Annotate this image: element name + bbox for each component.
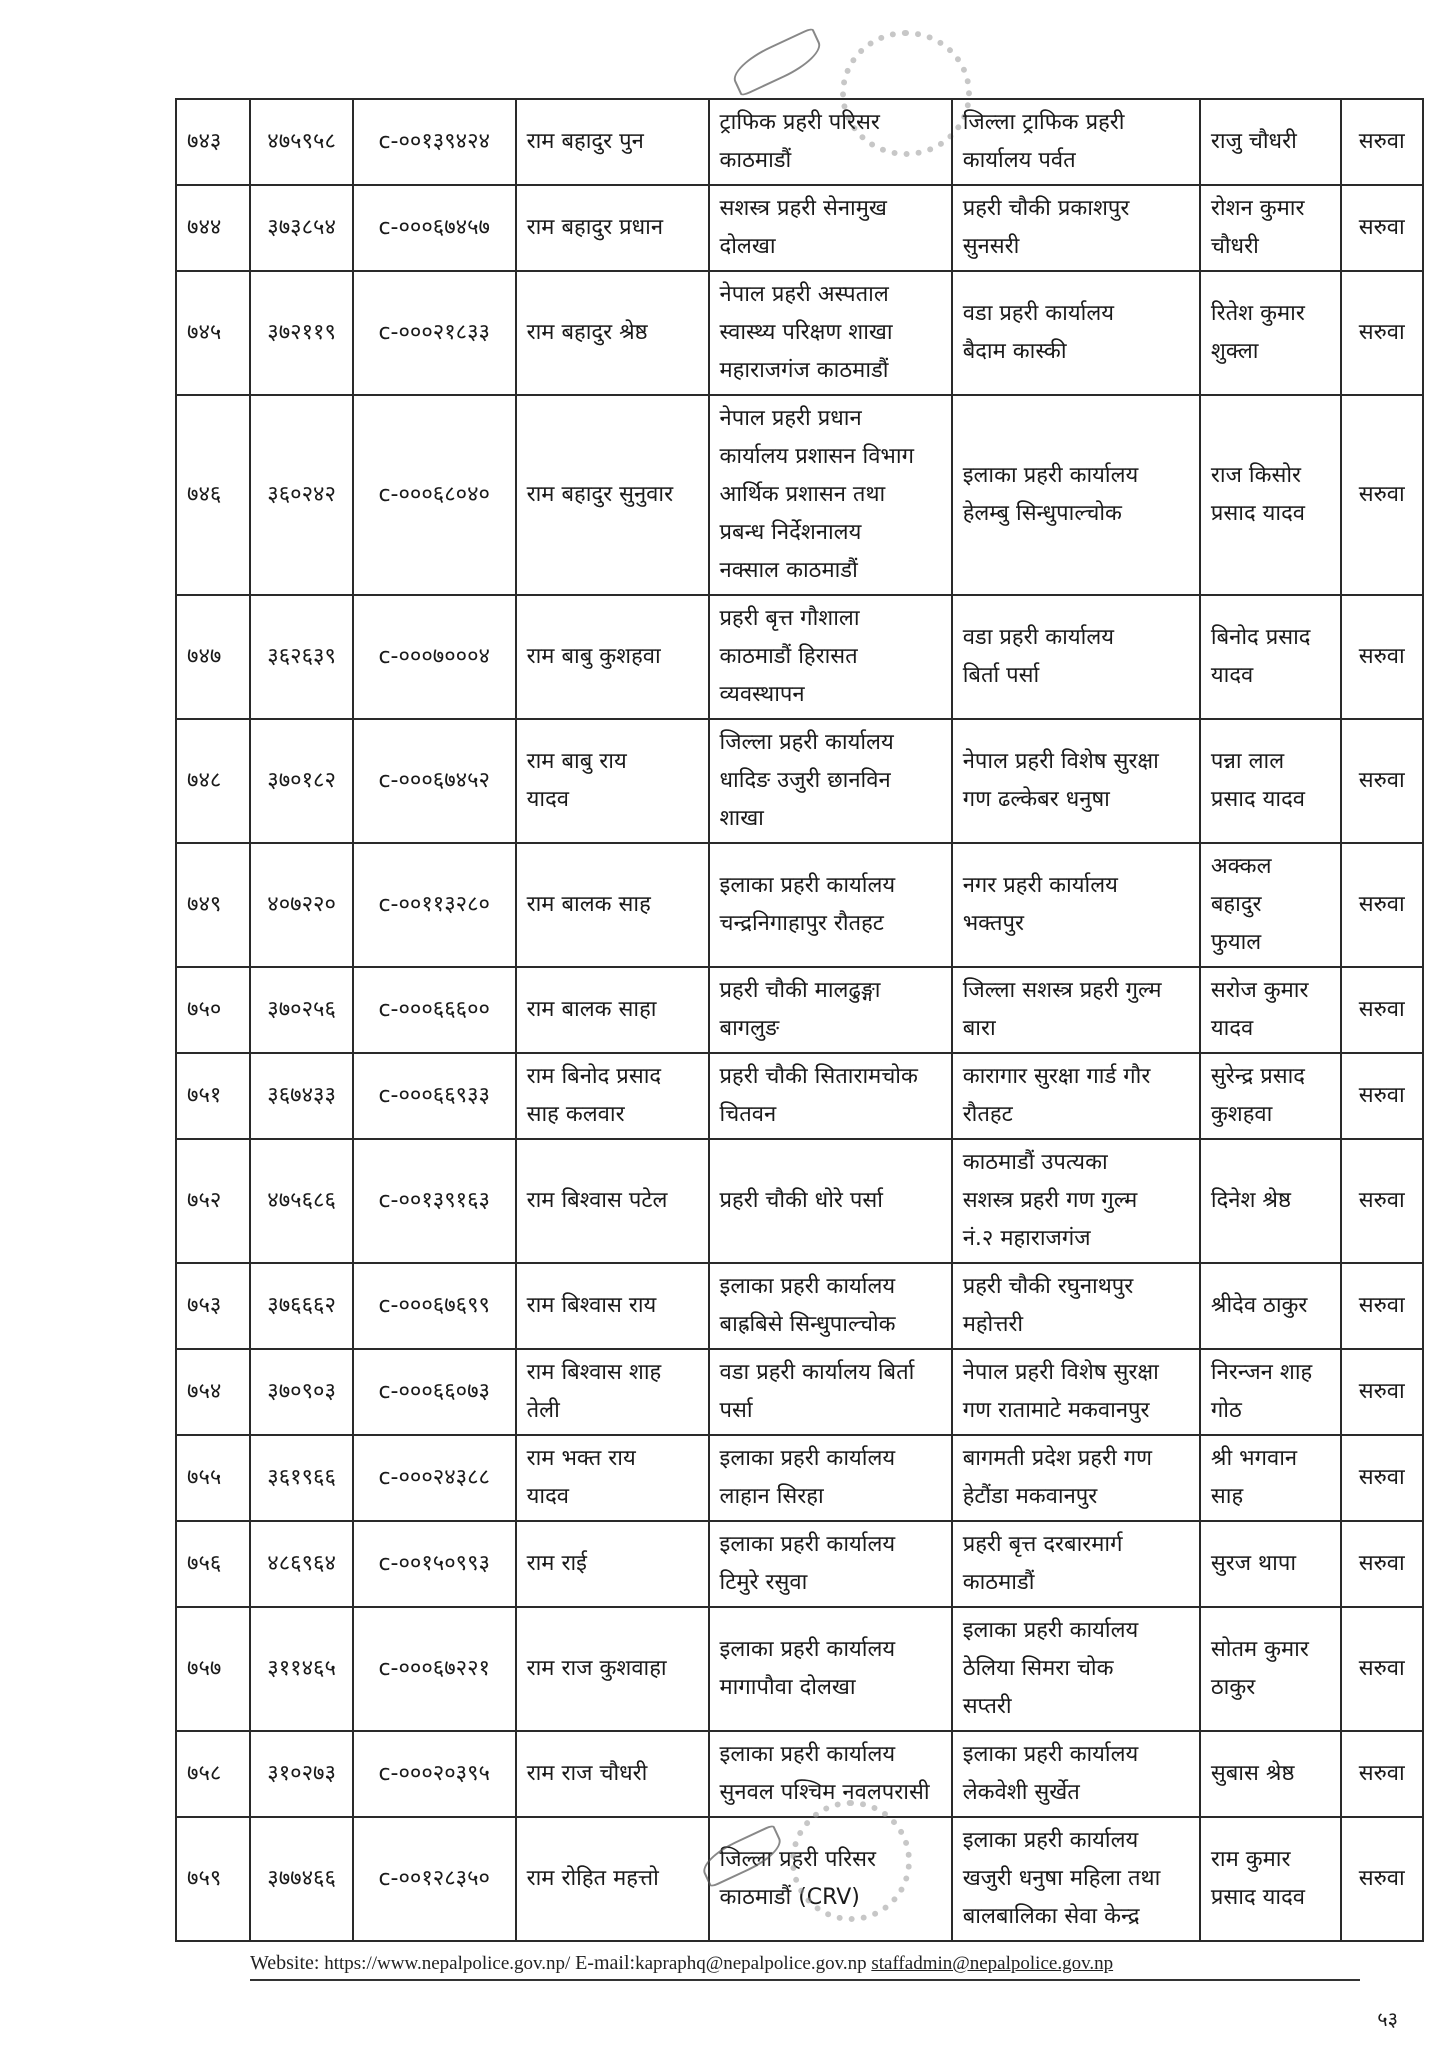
employee-name-cell: राम बहादुर प्रधान bbox=[516, 185, 709, 271]
replacement-name-cell: रितेश कुमार शुक्ला bbox=[1200, 271, 1341, 395]
replacement-name-cell: सुरज थापा bbox=[1200, 1521, 1341, 1607]
current-office-cell: इलाका प्रहरी कार्यालय टिमुरे रसुवा bbox=[709, 1521, 952, 1607]
replacement-name-cell: श्रीदेव ठाकुर bbox=[1200, 1263, 1341, 1349]
employee-name-cell: राम राई bbox=[516, 1521, 709, 1607]
serial-number-cell: ७५५ bbox=[176, 1435, 250, 1521]
employee-name-cell: राम बिश्वास राय bbox=[516, 1263, 709, 1349]
serial-number-cell: ७५६ bbox=[176, 1521, 250, 1607]
current-office-cell: वडा प्रहरी कार्यालय बिर्ता पर्सा bbox=[709, 1349, 952, 1435]
code-number-cell: c-००१३९४२४ bbox=[353, 99, 516, 185]
remark-cell: सरुवा bbox=[1341, 395, 1423, 595]
transfer-office-cell: वडा प्रहरी कार्यालय बैदाम कास्की bbox=[952, 271, 1200, 395]
replacement-name-cell: पन्ना लाल प्रसाद यादव bbox=[1200, 719, 1341, 843]
serial-number-cell: ७४८ bbox=[176, 719, 250, 843]
employee-id-cell: ४७५९५८ bbox=[250, 99, 352, 185]
code-number-cell: c-०००२०३९५ bbox=[353, 1731, 516, 1817]
serial-number-cell: ७५४ bbox=[176, 1349, 250, 1435]
remark-cell: सरुवा bbox=[1341, 1435, 1423, 1521]
replacement-name-cell: सोतम कुमार ठाकुर bbox=[1200, 1607, 1341, 1731]
current-office-cell: इलाका प्रहरी कार्यालय बाह्रबिसे सिन्धुपाल्चोक bbox=[709, 1263, 952, 1349]
employee-name-cell: राम बालक साहा bbox=[516, 967, 709, 1053]
table-row bbox=[176, 1435, 1423, 1521]
code-number-cell: c-००१५०९९३ bbox=[353, 1521, 516, 1607]
serial-number-cell: ७५२ bbox=[176, 1139, 250, 1263]
serial-number-cell: ७५९ bbox=[176, 1817, 250, 1941]
serial-number-cell: ७४५ bbox=[176, 271, 250, 395]
employee-name-cell: राम बहादुर श्रेष्ठ bbox=[516, 271, 709, 395]
employee-id-cell: ३६२६३९ bbox=[250, 595, 352, 719]
replacement-name-cell: श्री भगवान साह bbox=[1200, 1435, 1341, 1521]
table-row bbox=[176, 1139, 1423, 1263]
code-number-cell: c-००११३२८० bbox=[353, 843, 516, 967]
transfer-office-cell: इलाका प्रहरी कार्यालय खजुरी धनुषा महिला तथा बालबालिका सेवा केन्द्र bbox=[952, 1817, 1200, 1941]
replacement-name-cell: निरन्जन शाह गोठ bbox=[1200, 1349, 1341, 1435]
transfer-office-cell: जिल्ला ट्राफिक प्रहरी कार्यालय पर्वत bbox=[952, 99, 1200, 185]
remark-cell: सरुवा bbox=[1341, 99, 1423, 185]
code-number-cell: c-०००२४३८८ bbox=[353, 1435, 516, 1521]
remark-cell: सरुवा bbox=[1341, 719, 1423, 843]
serial-number-cell: ७५७ bbox=[176, 1607, 250, 1731]
current-office-cell: प्रहरी चौकी धोरे पर्सा bbox=[709, 1139, 952, 1263]
employee-name-cell: राम भक्त राय यादव bbox=[516, 1435, 709, 1521]
table-row bbox=[176, 843, 1423, 967]
replacement-name-cell: सरोज कुमार यादव bbox=[1200, 967, 1341, 1053]
transfer-office-cell: इलाका प्रहरी कार्यालय हेलम्बु सिन्धुपाल्चोक bbox=[952, 395, 1200, 595]
serial-number-cell: ७५१ bbox=[176, 1053, 250, 1139]
transfer-office-cell: प्रहरी बृत्त दरबारमार्ग काठमाडौं bbox=[952, 1521, 1200, 1607]
table-row bbox=[176, 271, 1423, 395]
employee-id-cell: ३७६६६२ bbox=[250, 1263, 352, 1349]
code-number-cell: c-०००६७४५७ bbox=[353, 185, 516, 271]
employee-id-cell: ३७३८५४ bbox=[250, 185, 352, 271]
employee-id-cell: ४०७२२० bbox=[250, 843, 352, 967]
employee-id-cell: ३७०२५६ bbox=[250, 967, 352, 1053]
code-number-cell: c-००१३९१६३ bbox=[353, 1139, 516, 1263]
current-office-cell: इलाका प्रहरी कार्यालय मागापौवा दोलखा bbox=[709, 1607, 952, 1731]
employee-name-cell: राम बहादुर पुन bbox=[516, 99, 709, 185]
serial-number-cell: ७४४ bbox=[176, 185, 250, 271]
current-office-cell: प्रहरी चौकी मालढुङ्गा बागलुङ bbox=[709, 967, 952, 1053]
transfer-office-cell: इलाका प्रहरी कार्यालय लेकवेशी सुर्खेत bbox=[952, 1731, 1200, 1817]
replacement-name-cell: बिनोद प्रसाद यादव bbox=[1200, 595, 1341, 719]
replacement-name-cell: सुरेन्द्र प्रसाद कुशहवा bbox=[1200, 1053, 1341, 1139]
remark-cell: सरुवा bbox=[1341, 1607, 1423, 1731]
table-row bbox=[176, 967, 1423, 1053]
code-number-cell: c-०००६६९३३ bbox=[353, 1053, 516, 1139]
employee-id-cell: ३६१९६६ bbox=[250, 1435, 352, 1521]
current-office-cell: जिल्ला प्रहरी परिसर काठमाडौं (CRV) bbox=[709, 1817, 952, 1941]
employee-name-cell: राम बिश्वास शाह तेली bbox=[516, 1349, 709, 1435]
replacement-name-cell: राजु चौधरी bbox=[1200, 99, 1341, 185]
code-number-cell: c-०००७०००४ bbox=[353, 595, 516, 719]
replacement-name-cell: राज किसोर प्रसाद यादव bbox=[1200, 395, 1341, 595]
official-seal-stamp bbox=[790, 1800, 912, 1922]
code-number-cell: c-०००६८०४० bbox=[353, 395, 516, 595]
transfer-office-cell: जिल्ला सशस्त्र प्रहरी गुल्म बारा bbox=[952, 967, 1200, 1053]
table-row bbox=[176, 1349, 1423, 1435]
table-row bbox=[176, 99, 1423, 185]
email-label: E-mail: bbox=[575, 1952, 636, 1974]
employee-id-cell: ४८६९६४ bbox=[250, 1521, 352, 1607]
table-row bbox=[176, 185, 1423, 271]
code-number-cell: c-०००६६६०० bbox=[353, 967, 516, 1053]
employee-name-cell: राम बाबु कुशहवा bbox=[516, 595, 709, 719]
employee-name-cell: राम राज चौधरी bbox=[516, 1731, 709, 1817]
replacement-name-cell: दिनेश श्रेष्ठ bbox=[1200, 1139, 1341, 1263]
remark-cell: सरुवा bbox=[1341, 1349, 1423, 1435]
current-office-cell: प्रहरी चौकी सितारामचोक चितवन bbox=[709, 1053, 952, 1139]
employee-id-cell: ३७७४६६ bbox=[250, 1817, 352, 1941]
table-row bbox=[176, 1263, 1423, 1349]
transfer-office-cell: प्रहरी चौकी प्रकाशपुर सुनसरी bbox=[952, 185, 1200, 271]
employee-id-cell: ३६०२४२ bbox=[250, 395, 352, 595]
table-row bbox=[176, 719, 1423, 843]
serial-number-cell: ७४७ bbox=[176, 595, 250, 719]
employee-id-cell: ४७५६८६ bbox=[250, 1139, 352, 1263]
remark-cell: सरुवा bbox=[1341, 271, 1423, 395]
transfer-office-cell: नेपाल प्रहरी विशेष सुरक्षा गण ढल्केबर धनुषा bbox=[952, 719, 1200, 843]
remark-cell: सरुवा bbox=[1341, 1731, 1423, 1817]
website-link[interactable]: https://www.nepalpolice.gov.np/ bbox=[324, 1953, 571, 1974]
transfer-office-cell: इलाका प्रहरी कार्यालय ठेलिया सिमरा चोक सप्तरी bbox=[952, 1607, 1200, 1731]
page-number: ५३ bbox=[1377, 2007, 1398, 2031]
employee-name-cell: राम बहादुर सुनुवार bbox=[516, 395, 709, 595]
table-row bbox=[176, 595, 1423, 719]
current-office-cell: नेपाल प्रहरी अस्पताल स्वास्थ्य परिक्षण शाखा महाराजगंज काठमाडौं bbox=[709, 271, 952, 395]
transfer-office-cell: नेपाल प्रहरी विशेष सुरक्षा गण रातामाटे मकवानपुर bbox=[952, 1349, 1200, 1435]
current-office-cell: सशस्त्र प्रहरी सेनामुख दोलखा bbox=[709, 185, 952, 271]
table-row bbox=[176, 1053, 1423, 1139]
serial-number-cell: ७४३ bbox=[176, 99, 250, 185]
employee-name-cell: राम बालक साह bbox=[516, 843, 709, 967]
code-number-cell: c-०००६७४५२ bbox=[353, 719, 516, 843]
email-link[interactable]: staffadmin@nepalpolice.gov.np bbox=[871, 1953, 1114, 1974]
code-number-cell: c-०००६७२२१ bbox=[353, 1607, 516, 1731]
transfer-office-cell: नगर प्रहरी कार्यालय भक्तपुर bbox=[952, 843, 1200, 967]
code-number-cell: c-०००२१८३३ bbox=[353, 271, 516, 395]
current-office-cell: प्रहरी बृत्त गौशाला काठमाडौं हिरासत व्यवस्थापन bbox=[709, 595, 952, 719]
remark-cell: सरुवा bbox=[1341, 1263, 1423, 1349]
remark-cell: सरुवा bbox=[1341, 1053, 1423, 1139]
code-number-cell: c-०००६६०७३ bbox=[353, 1349, 516, 1435]
transfer-office-cell: वडा प्रहरी कार्यालय बिर्ता पर्सा bbox=[952, 595, 1200, 719]
serial-number-cell: ७५३ bbox=[176, 1263, 250, 1349]
current-office-cell: जिल्ला प्रहरी कार्यालय धादिङ उजुरी छानविन शाखा bbox=[709, 719, 952, 843]
contact-footer bbox=[250, 1952, 1360, 1981]
website-label: Website: bbox=[250, 1952, 320, 1974]
replacement-name-cell: सुबास श्रेष्ठ bbox=[1200, 1731, 1341, 1817]
remark-cell: सरुवा bbox=[1341, 595, 1423, 719]
employee-name-cell: राम बिश्वास पटेल bbox=[516, 1139, 709, 1263]
remark-cell: सरुवा bbox=[1341, 1521, 1423, 1607]
employee-name-cell: राम रोहित महत्तो bbox=[516, 1817, 709, 1941]
transfer-office-cell: कारागार सुरक्षा गार्ड गौर रौतहट bbox=[952, 1053, 1200, 1139]
employee-id-cell: ३१०२७३ bbox=[250, 1731, 352, 1817]
replacement-name-cell: रोशन कुमार चौधरी bbox=[1200, 185, 1341, 271]
serial-number-cell: ७५८ bbox=[176, 1731, 250, 1817]
replacement-name-cell: राम कुमार प्रसाद यादव bbox=[1200, 1817, 1341, 1941]
remark-cell: सरुवा bbox=[1341, 967, 1423, 1053]
roster-body bbox=[176, 99, 1423, 1941]
code-number-cell: c-००१२८३५० bbox=[353, 1817, 516, 1941]
current-office-cell: इलाका प्रहरी कार्यालय चन्द्रनिगाहापुर रौतहट bbox=[709, 843, 952, 967]
serial-number-cell: ७४९ bbox=[176, 843, 250, 967]
transfer-office-cell: प्रहरी चौकी रघुनाथपुर महोत्तरी bbox=[952, 1263, 1200, 1349]
current-office-cell: इलाका प्रहरी कार्यालय सुनवल पश्चिम नवलपरासी bbox=[709, 1731, 952, 1817]
serial-number-cell: ७५० bbox=[176, 967, 250, 1053]
table-row bbox=[176, 395, 1423, 595]
replacement-name-cell: अक्कल बहादुर फुयाल bbox=[1200, 843, 1341, 967]
employee-name-cell: राम बिनोद प्रसाद साह कलवार bbox=[516, 1053, 709, 1139]
table-row bbox=[176, 1731, 1423, 1817]
current-office-cell: ट्राफिक प्रहरी परिसर काठमाडौं bbox=[709, 99, 952, 185]
transfer-office-cell: बागमती प्रदेश प्रहरी गण हेटौंडा मकवानपुर bbox=[952, 1435, 1200, 1521]
remark-cell: सरुवा bbox=[1341, 843, 1423, 967]
employee-id-cell: ३७२११९ bbox=[250, 271, 352, 395]
employee-id-cell: ३११४६५ bbox=[250, 1607, 352, 1731]
signature-mark bbox=[727, 27, 827, 98]
remark-cell: सरुवा bbox=[1341, 1817, 1423, 1941]
transfer-roster-table bbox=[175, 98, 1424, 1942]
employee-name-cell: राम बाबु राय यादव bbox=[516, 719, 709, 843]
employee-id-cell: ३७०१८२ bbox=[250, 719, 352, 843]
email-link[interactable]: kapraphq@nepalpolice.gov.np bbox=[635, 1953, 867, 1974]
code-number-cell: c-०००६७६९९ bbox=[353, 1263, 516, 1349]
employee-id-cell: ३७०९०३ bbox=[250, 1349, 352, 1435]
remark-cell: सरुवा bbox=[1341, 185, 1423, 271]
remark-cell: सरुवा bbox=[1341, 1139, 1423, 1263]
current-office-cell: नेपाल प्रहरी प्रधान कार्यालय प्रशासन विभाग आर्थिक प्रशासन तथा प्रबन्ध निर्देशनालय नक्साल काठमाडौं bbox=[709, 395, 952, 595]
employee-name-cell: राम राज कुशवाहा bbox=[516, 1607, 709, 1731]
serial-number-cell: ७४६ bbox=[176, 395, 250, 595]
current-office-cell: इलाका प्रहरी कार्यालय लाहान सिरहा bbox=[709, 1435, 952, 1521]
table-row bbox=[176, 1607, 1423, 1731]
employee-id-cell: ३६७४३३ bbox=[250, 1053, 352, 1139]
table-row bbox=[176, 1521, 1423, 1607]
transfer-office-cell: काठमाडौं उपत्यका सशस्त्र प्रहरी गण गुल्म नं.२ महाराजगंज bbox=[952, 1139, 1200, 1263]
